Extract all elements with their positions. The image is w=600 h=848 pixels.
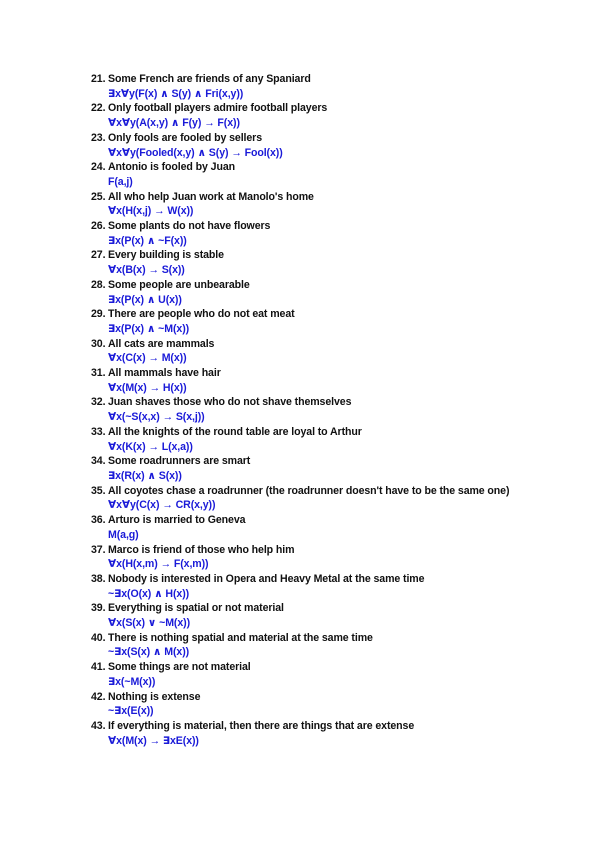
item-number: 30. <box>91 337 106 350</box>
statement-text: All cats are mammals <box>108 337 215 350</box>
list-item <box>91 337 531 366</box>
statement <box>91 513 531 528</box>
formula: ∀x(~S(x,x) → S(x,j)) <box>108 411 205 424</box>
statement-text: Some things are not material <box>108 661 251 674</box>
list-item <box>91 631 531 660</box>
item-number: 31. <box>91 367 106 380</box>
item-number: 34. <box>91 455 106 468</box>
list-item <box>91 219 531 248</box>
statement-text: Some French are friends of any Spaniard <box>108 73 311 85</box>
list-item <box>91 190 531 219</box>
statement <box>91 278 531 293</box>
list-item <box>91 395 531 424</box>
formula: ∀x∀y(C(x) → CR(x,y)) <box>108 499 216 512</box>
statement-text: All coyotes chase a roadrunner (the roadrunner doesn't have to be the same one) <box>108 484 510 497</box>
statement-text: Some plants do not have flowers <box>108 220 271 233</box>
statement <box>91 219 531 234</box>
statement-text: Nobody is interested in Opera and Heavy Metal at the same time <box>108 572 425 585</box>
formula: ~∃x(S(x) ∧ M(x)) <box>108 646 190 659</box>
item-number: 36. <box>91 514 106 527</box>
statement <box>91 160 531 175</box>
statement <box>91 366 531 381</box>
statement-text: Everything is spatial or not material <box>108 602 284 615</box>
statement-text: Only fools are fooled by sellers <box>108 131 262 144</box>
item-number: 22. <box>91 102 106 115</box>
item-number: 40. <box>91 631 106 644</box>
statement-text: Some people are unbearable <box>108 278 250 291</box>
statement <box>91 101 531 116</box>
list-item <box>91 690 531 719</box>
list-item <box>91 513 531 542</box>
item-number: 28. <box>91 278 106 291</box>
formula: ∃x(P(x) ∧ ~M(x)) <box>108 322 190 335</box>
formula: ∀x(B(x) → S(x)) <box>108 264 185 277</box>
statement-list <box>91 72 531 748</box>
formula: ∃x(P(x) ∧ ~F(x)) <box>108 234 187 247</box>
item-number: 24. <box>91 161 106 174</box>
item-number: 29. <box>91 308 106 321</box>
statement <box>91 425 531 440</box>
statement <box>91 395 531 410</box>
statement-text: Arturo is married to Geneva <box>108 514 246 527</box>
formula: ∀x(K(x) → L(x,a)) <box>108 440 193 453</box>
statement <box>91 337 531 352</box>
statement <box>91 454 531 469</box>
formula: M(a,g) <box>108 528 139 541</box>
formula: ∃x(R(x) ∧ S(x)) <box>108 469 182 482</box>
statement-text: Marco is friend of those who help him <box>108 543 295 556</box>
item-number: 21. <box>91 73 106 85</box>
item-number: 33. <box>91 425 106 438</box>
statement-text: There is nothing spatial and material at the same time <box>108 631 373 644</box>
list-item <box>91 131 531 160</box>
formula: ∀x∀y(Fooled(x,y) ∧ S(y) → Fool(x)) <box>108 146 283 159</box>
statement <box>91 72 531 87</box>
statement-text: All the knights of the round table are loyal to Arthur <box>108 425 362 438</box>
statement-text: Nothing is extense <box>108 690 201 703</box>
list-item <box>91 454 531 483</box>
item-number: 26. <box>91 220 106 233</box>
statement-text: Only football players admire football players <box>108 102 328 115</box>
list-item <box>91 278 531 307</box>
list-item <box>91 101 531 130</box>
statement-text: There are people who do not eat meat <box>108 308 295 321</box>
formula: ~∃x(E(x)) <box>108 705 154 718</box>
formula: ∃x∀y(F(x) ∧ S(y) ∧ Fri(x,y)) <box>108 87 244 100</box>
statement <box>91 719 531 734</box>
list-item <box>91 572 531 601</box>
statement <box>91 543 531 558</box>
statement <box>91 190 531 205</box>
statement <box>91 660 531 675</box>
item-number: 38. <box>91 572 106 585</box>
statement <box>91 131 531 146</box>
item-number: 42. <box>91 690 106 703</box>
formula: F(a,j) <box>108 175 133 188</box>
formula: ∀x(C(x) → M(x)) <box>108 352 187 365</box>
statement <box>91 484 531 499</box>
item-number: 37. <box>91 543 106 556</box>
item-number: 23. <box>91 131 106 144</box>
list-item <box>91 425 531 454</box>
list-item <box>91 719 531 748</box>
item-number: 43. <box>91 719 106 732</box>
formula: ∃x(P(x) ∧ U(x)) <box>108 293 182 306</box>
item-number: 41. <box>91 661 106 674</box>
statement <box>91 601 531 616</box>
formula: ∀x(H(x,m) → F(x,m)) <box>108 558 209 571</box>
item-number: 25. <box>91 190 106 203</box>
statement-text: All mammals have hair <box>108 367 221 380</box>
list-item <box>91 366 531 395</box>
list-item <box>91 307 531 336</box>
statement <box>91 690 531 705</box>
formula: ∀x(M(x) → H(x)) <box>108 381 187 394</box>
item-number: 27. <box>91 249 106 262</box>
list-item <box>91 660 531 689</box>
list-item <box>91 248 531 277</box>
statement-text: If everything is material, then there are things that are extense <box>108 719 415 732</box>
formula: ∀x(S(x) ∨ ~M(x)) <box>108 617 191 630</box>
statement <box>91 248 531 263</box>
list-item <box>91 160 531 189</box>
list-item <box>91 543 531 572</box>
statement <box>91 307 531 322</box>
list-item <box>91 72 531 101</box>
statement <box>91 572 531 587</box>
list-item <box>91 484 531 513</box>
formula: ∀x∀y(A(x,y) ∧ F(y) → F(x)) <box>108 117 240 130</box>
item-number: 35. <box>91 484 106 497</box>
item-number: 32. <box>91 396 106 409</box>
statement-text: Juan shaves those who do not shave themselves <box>108 396 352 409</box>
formula: ∃x(~M(x)) <box>108 675 156 688</box>
formula: ∀x(M(x) → ∃xE(x)) <box>108 734 199 747</box>
statement <box>91 631 531 646</box>
statement-text: Some roadrunners are smart <box>108 455 251 468</box>
item-number: 39. <box>91 602 106 615</box>
statement-text: Every building is stable <box>108 249 224 262</box>
list-item <box>91 601 531 630</box>
statement-text: Antonio is fooled by Juan <box>108 161 235 174</box>
statement-text: All who help Juan work at Manolo's home <box>108 190 314 203</box>
formula: ~∃x(O(x) ∧ H(x)) <box>108 587 190 600</box>
formula: ∀x(H(x,j) → W(x)) <box>108 205 194 218</box>
